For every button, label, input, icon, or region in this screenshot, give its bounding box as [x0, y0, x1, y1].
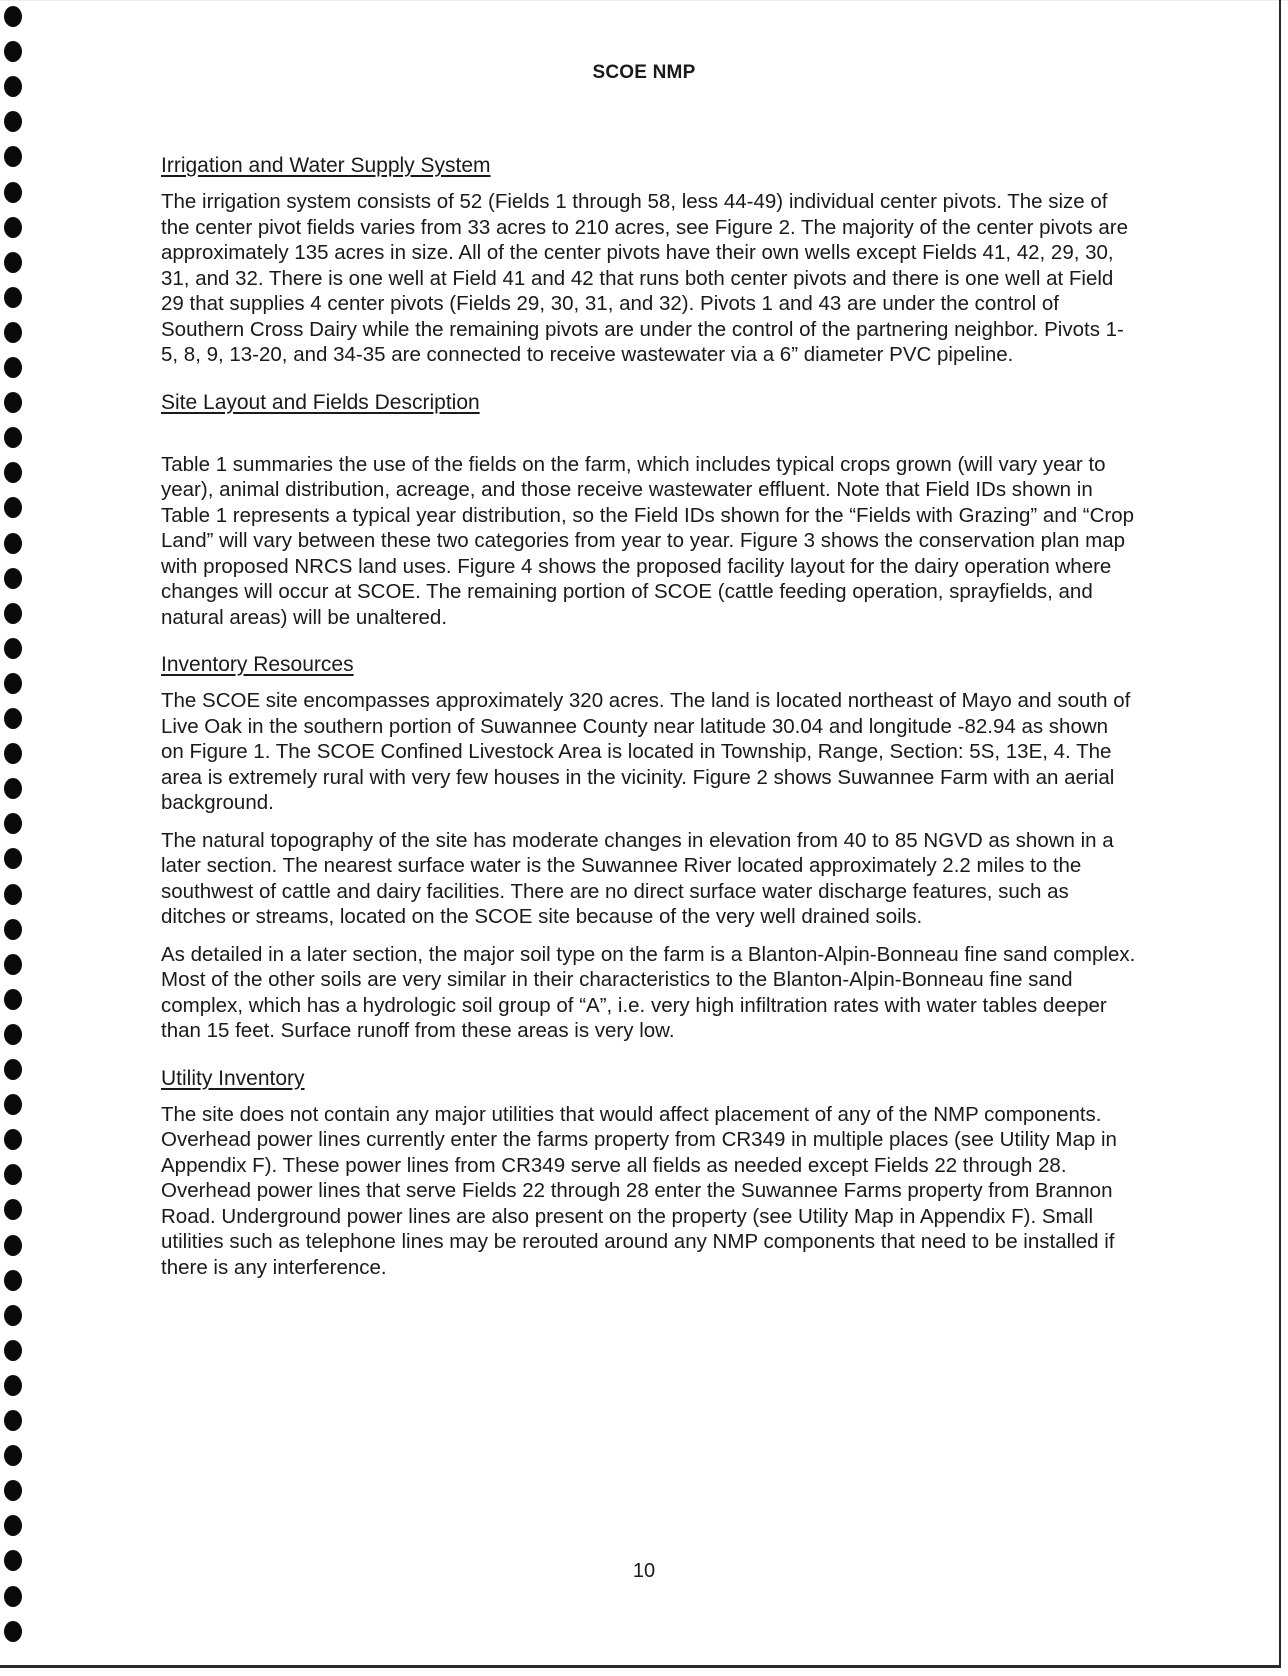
binding-hole	[4, 1024, 22, 1045]
binding-hole	[4, 708, 22, 729]
binding-hole	[4, 497, 22, 518]
binding-hole	[4, 217, 22, 238]
paragraph-utilities: The site does not contain any major utilities that would affect placement of any of the NMP components. Overhead power lines currently enter the farms property from CR349 in multiple places (see Utility Map in Appendix F). These power lines from CR349 serve all fields as needed except Fields 22 through 28. Overhead power lines that serve Fields 22 through 28 enter the Suwannee Farms property from Brannon Road. Underground power lines are also present on the property (see Utility Map in Appendix F). Small utilities such as telephone lines may be rerouted around any NMP components that need to be installed if there is any interference.	[161, 1102, 1117, 1279]
binding-hole	[4, 1586, 22, 1607]
section-heading-inventory-resources: Inventory Resources	[161, 653, 354, 676]
binding-hole	[4, 989, 22, 1010]
section-utility-inventory	[161, 1066, 1136, 1281]
binding-hole	[4, 6, 22, 27]
binding-hole	[4, 1410, 22, 1431]
section-heading-utility-inventory: Utility Inventory	[161, 1066, 305, 1090]
binding-hole	[4, 603, 22, 624]
page-header-title: SCOE NMP	[592, 62, 696, 83]
binding-hole	[4, 252, 22, 273]
paragraph-site-location: The SCOE site encompasses approximately 320 acres. The land is located northeast of Mayo and south of Live Oak in the southern portion of Suwannee County near latitude 30.04 and longitude -82.94 as shown on Figure 1. The SCOE Confined Livestock Area is located in Township, Range, Section: 5S, 13E, 4. The area is extremely rural with very few houses in the vicinity. Figure 2 shows Suwannee Farm with an aerial background.	[161, 689, 1131, 814]
binding-hole	[4, 1059, 22, 1080]
binding-hole	[4, 673, 22, 694]
paragraph-soil-type: As detailed in a later section, the major soil type on the farm is a Blanton-Alpin-Bonneau fine sand complex. Most of the other soils are very similar in their characteristics to the Blanton-Alpin-Bonneau fine sand complex, which has a hydrologic soil group of “A”, i.e. very high infiltration rates with water tables deeper than 15 feet. Surface runoff from these areas is very low.	[161, 942, 1136, 1042]
section-irrigation	[161, 153, 1136, 368]
binding-hole	[4, 1094, 22, 1115]
binding-hole	[4, 848, 22, 869]
spiral-binding-holes	[0, 0, 28, 1676]
binding-hole	[4, 1375, 22, 1396]
binding-hole	[4, 392, 22, 413]
binding-hole	[4, 41, 22, 62]
binding-hole	[4, 919, 22, 940]
section-heading-irrigation: Irrigation and Water Supply System	[161, 154, 491, 177]
binding-hole	[4, 1270, 22, 1291]
binding-hole	[4, 1515, 22, 1536]
binding-hole	[4, 1164, 22, 1185]
binding-hole	[4, 1235, 22, 1256]
binding-hole	[4, 638, 22, 659]
binding-hole	[4, 182, 22, 203]
paragraph-site-layout: Table 1 summaries the use of the fields on the farm, which includes typical crops grown (will vary year to year), animal distribution, acreage, and those receive wastewater effluent. Note that Field IDs shown in Table 1 represents a typical year distribution, so the Field IDs shown for the “Fields with Grazing” and “Crop Land” will vary between these two categories from year to year. Figure 3 shows the conservation plan map with proposed NRCS land uses. Figure 4 shows the proposed facility layout for the dairy operation where changes will occur at SCOE. The remaining portion of SCOE (cattle feeding operation, sprayfields, and natural areas) will be unaltered.	[161, 452, 1135, 629]
binding-hole	[4, 1129, 22, 1150]
binding-hole	[4, 568, 22, 589]
binding-hole	[4, 287, 22, 308]
document-body	[161, 153, 1136, 1280]
binding-hole	[4, 1340, 22, 1361]
section-heading-site-layout: Site Layout and Fields Description	[161, 390, 480, 414]
binding-hole	[4, 462, 22, 483]
binding-hole	[4, 322, 22, 343]
binding-hole	[4, 1445, 22, 1466]
binding-hole	[4, 743, 22, 764]
binding-hole	[4, 813, 22, 834]
binding-hole	[4, 1621, 22, 1642]
binding-hole	[4, 1199, 22, 1220]
binding-hole	[4, 954, 22, 975]
binding-hole	[4, 357, 22, 378]
section-inventory-resources	[161, 652, 1136, 1044]
paragraph-irrigation-system: The irrigation system consists of 52 (Fields 1 through 58, less 44-49) individual center pivots. The size of the center pivot fields varies from 33 acres to 210 acres, see Figure 2. The majority of the center pivots are approximately 135 acres in size. All of the center pivots have their own wells except Fields 41, 42, 29, 30, 31, and 32. There is one well at Field 41 and 42 that runs both center pivots and there is one well at Field 29 that supplies 4 center pivots (Fields 29, 30, 31, and 32). Pivots 1 and 43 are under the control of Southern Cross Dairy while the remaining pivots are under the control of the partnering neighbor. Pivots 1-5, 8, 9, 13-20, and 34-35 are connected to receive wastewater via a 6” diameter PVC pipeline.	[161, 190, 1129, 366]
binding-hole	[4, 111, 22, 132]
binding-hole	[4, 146, 22, 167]
binding-hole	[4, 884, 22, 905]
binding-hole	[4, 533, 22, 554]
page-number: 10	[632, 1560, 656, 1582]
binding-hole	[4, 427, 22, 448]
section-site-layout	[161, 390, 1136, 631]
binding-hole	[4, 1305, 22, 1326]
binding-hole	[4, 778, 22, 799]
binding-hole	[4, 1480, 22, 1501]
paragraph-topography: The natural topography of the site has moderate changes in elevation from 40 to 85 NGVD as shown in a later section. The nearest surface water is the Suwannee River located approximately 2.2 miles to the southwest of cattle and dairy facilities. There are no direct surface water discharge features, such as ditches or streams, located on the SCOE site because of the very well drained soils.	[161, 828, 1114, 928]
